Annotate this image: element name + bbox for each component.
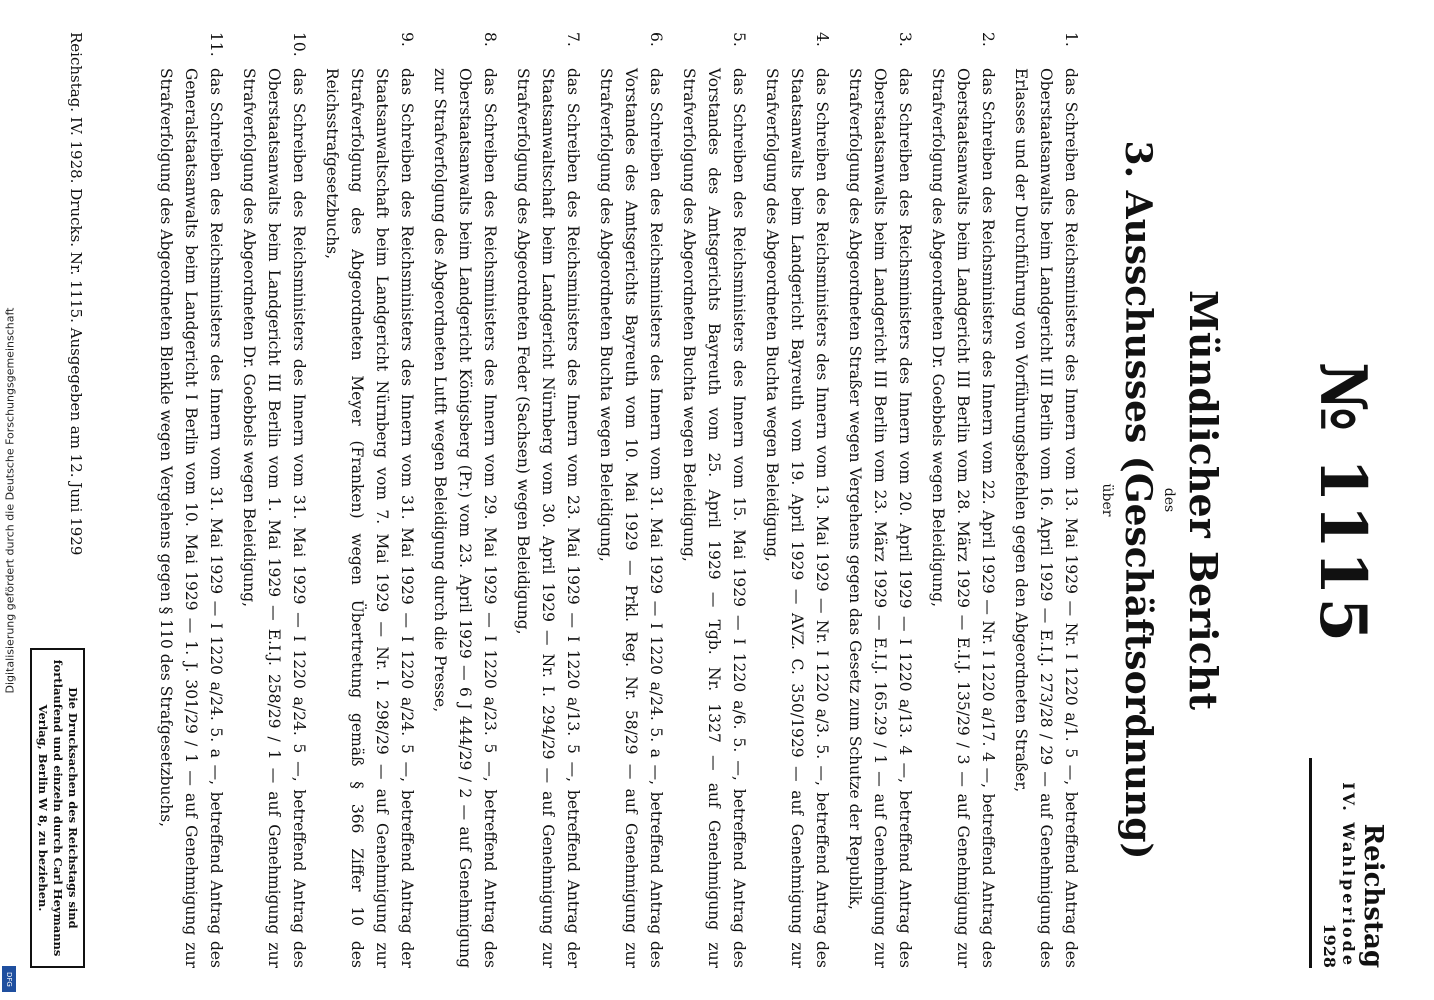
reichstag-label: Reichstag bbox=[1358, 823, 1388, 968]
title-connector-des: des bbox=[1161, 487, 1177, 513]
item-text: das Schreiben des Reichsministers des Innern vom 31. Mai 1929 — I 1220 a/24. 5. a —, betreffend Antrag des Vorstandes des Amtsgerichts Bayreuth vom 10. Mai 1929 — Prkl. Reg. Nr. 58/29 — auf Genehmigung zur Strafverfolgung des Abgeordneten Buchta wegen Beleidigung, bbox=[597, 68, 665, 968]
item-number: 9. bbox=[398, 32, 416, 47]
list-item bbox=[236, 32, 311, 968]
item-number: 8. bbox=[481, 32, 499, 47]
item-number: 10. bbox=[290, 32, 308, 57]
item-text: das Schreiben des Reichsministers des Innern vom 23. Mai 1929 — I 1220 a/13. 5 —, betreffend Antrag der Staatsanwaltschaft beim Landgericht Nürnberg vom 30. April 1929 — Nr. I. 294/29 — auf Genehmigung zur Strafverfolgung des Abgeordneten Feder (Sachsen) wegen Beleidigung, bbox=[514, 68, 582, 968]
item-text: das Schreiben des Reichsministers des Innern vom 13. Mai 1929 — Nr. I 1220 a/3. 5. —, betreffend Antrag des Staatsanwalts beim Landgericht Bayreuth vom 19. April 1929 — AVZ. C. 350/1929 — auf Genehmigung zur Strafverfolgung des Abgeordneten Buchta wegen Beleidigung, bbox=[763, 68, 831, 968]
list-item bbox=[153, 32, 228, 968]
list-item bbox=[759, 32, 834, 968]
item-text: das Schreiben des Reichsministers des Innern vom 15. Mai 1929 — I 1220 a/6. 5. —, betreffend Antrag des Vorstandes des Amtsgerichts Bayreuth vom 25. April 1929 — Tgb. Nr. 1327 — auf Genehmigung zur Strafverfolgung des Abgeordneten Buchta wegen Beleidigung, bbox=[680, 68, 748, 968]
committee-title: 3. Ausschusses (Geschäftsordnung) bbox=[1117, 140, 1159, 860]
publisher-notice-box: Die Drucksachen des Reichstags sind fortlaufend und einzeln durch Carl Heymanns Verlag, Berlin W 8, zu beziehen. bbox=[30, 648, 85, 968]
item-text: das Schreiben des Reichsministers des Innern vom 31. Mai 1929 — I 1220 a/24. 5. a —, betreffend Antrag des Generalstaatsanwalts beim Landgericht I Berlin vom 10. Mai 1929 — 1. J. 301/29 / 1 — auf Genehmigung zur Strafverfolgung des Abgeordneten Blenkle wegen Vergehens gegen § 110 des Strafgesetzbuchs, bbox=[157, 68, 225, 968]
document-footer bbox=[30, 32, 85, 968]
digitization-credit-text: Digitalisierung gefördert durch die Deutsche Forschungsgemeinschaft bbox=[3, 307, 17, 693]
title-connector-ueber: über bbox=[1099, 483, 1115, 517]
scanned-document-page bbox=[10, 0, 1424, 1000]
item-text: das Schreiben des Reichsministers des Innern vom 31. Mai 1929 — I 1220 a/24. 5 —, betreffend Antrag des Oberstaatsanwalts beim Landgericht III Berlin vom 1. Mai 1929 — E.I.J. 258/29 / 1 — auf Genehmigung zur Strafverfolgung des Abgeordneten Dr. Goebbels wegen Beleidigung, bbox=[240, 68, 308, 968]
report-item-list bbox=[153, 32, 1083, 968]
item-text: das Schreiben des Reichsministers des Innern vom 22. April 1929 — Nr. I 1220 a/17. 4 —, betreffend Antrag des Oberstaatsanwalts beim Landgericht III Berlin vom 28. März 1929 — E.I.J. 135/29 / 3 — auf Genehmigung zur Strafverfolgung des Abgeordneten Dr. Goebbels wegen Beleidigung, bbox=[929, 68, 997, 968]
list-item bbox=[319, 32, 419, 968]
list-item bbox=[676, 32, 751, 968]
item-text: das Schreiben des Reichsministers des Innern vom 13. Mai 1929 — Nr. I 1220 a/1. 5 —, betreffend Antrag des Oberstaatsanwalts beim Landgericht III Berlin vom 16. April 1929 — E.I.J. 273/28 / 29 — auf Genehmigung des Erlasses und der Durchführung von Vorführungsbefehlen gegen den Abgeordneten Straßer, bbox=[1012, 68, 1080, 968]
item-text: das Schreiben des Reichsministers des Innern vom 20. April 1929 — I 1220 a/13. 4 —, betreffend Antrag des Oberstaatsanwalts beim Landgericht III Berlin vom 23. März 1929 — E.I.J. 165.29 / 1 — auf Genehmigung zur Strafverfolgung des Abgeordneten Straßer wegen Vergehens gegen das Gesetz zum Schutze der Republik, bbox=[846, 68, 914, 968]
year-label: 1928 bbox=[1320, 923, 1339, 968]
item-number: 6. bbox=[647, 32, 665, 47]
list-item bbox=[427, 32, 502, 968]
item-text: das Schreiben des Reichsministers des Innern vom 29. Mai 1929 — I 1220 a/23. 5 —, betreffend Antrag des Oberstaatsanwalts beim Landgericht Königsberg (Pr.) vom 23. April 1929 — 6 J 444/29 / 2 — auf Genehmigung zur Strafverfolgung des Abgeordneten Lutft wegen Beleidigung durch die Presse, bbox=[431, 68, 499, 968]
document-title: Mündlicher Bericht bbox=[1181, 289, 1226, 711]
document-header bbox=[1226, 32, 1406, 968]
item-number: 1. bbox=[1062, 32, 1080, 47]
list-item bbox=[925, 32, 1000, 968]
list-item bbox=[842, 32, 917, 968]
item-number: 4. bbox=[813, 32, 831, 47]
item-number: 2. bbox=[979, 32, 997, 47]
item-number: 11. bbox=[207, 32, 225, 57]
reichstag-label-block bbox=[1309, 758, 1388, 968]
item-number: 3. bbox=[896, 32, 914, 47]
list-item bbox=[510, 32, 585, 968]
publication-line: Reichstag. IV. 1928. Drucks. Nr. 1115. Ausgegeben am 12. Juni 1929 bbox=[67, 32, 85, 556]
item-number: 7. bbox=[564, 32, 582, 47]
dfg-logo: DFG bbox=[2, 966, 16, 992]
wahlperiode-label: IV. Wahlperiode bbox=[1339, 782, 1358, 968]
item-text: das Schreiben des Reichsministers des Innern vom 31. Mai 1929 — I 1220 a/24. 5 —, betreffend Antrag der Staatsanwaltschaft beim Landgericht Nürnberg vom 7. Mai 1929 — Nr. I. 298/29 — auf Genehmigung zur Strafverfolgung des Abgeordneten Meyer (Franken) wegen Übertretung gemäß § 366 Ziffer 10 des Reichsstrafgesetzbuchs, bbox=[323, 68, 416, 968]
item-number: 5. bbox=[730, 32, 748, 47]
document-number: № 1115 bbox=[1305, 362, 1380, 644]
list-item bbox=[1008, 32, 1083, 968]
list-item bbox=[593, 32, 668, 968]
